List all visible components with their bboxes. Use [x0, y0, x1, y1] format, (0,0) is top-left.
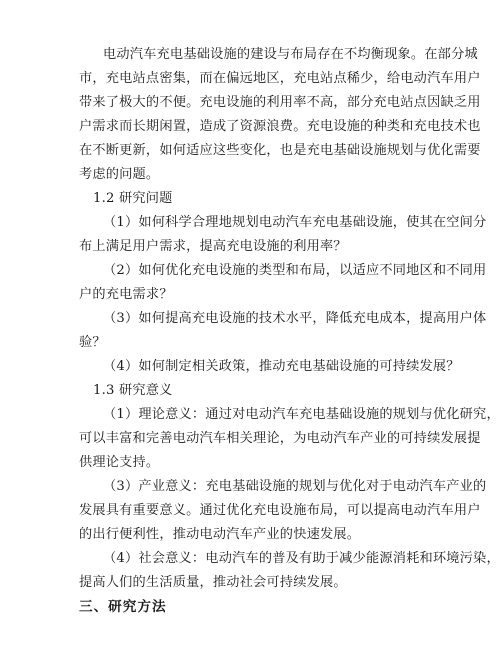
- item-line: 的出行便利性，推动电动汽车产业的快速发展。: [79, 527, 361, 542]
- paragraph-line: 市，充电站点密集，而在偏远地区，充电站点稀少，给电动汽车用户: [79, 71, 481, 86]
- question-line: （3）如何提高充电设施的技术水平，降低充电成本，提高用户体: [103, 311, 487, 326]
- item-line: 提高人们的生活质量，推动社会可持续发展。: [79, 575, 347, 590]
- item-line: （3）产业意义：充电基础设施的规划与优化对于电动汽车产业的: [103, 479, 487, 494]
- question-line: （2）如何优化充电设施的类型和布局，以适应不同地区和不同用: [103, 263, 487, 278]
- section-title: 1.3 研究意义: [93, 383, 173, 398]
- item-line: 发展具有重要意义。通过优化充电设施布局，可以提高电动汽车用户: [79, 503, 481, 518]
- paragraph-line: 带来了极大的不便。充电设施的利用率不高，部分充电站点因缺乏用: [79, 95, 481, 110]
- paragraph-line: 在不断更新，如何适应这些变化，也是充电基础设施规划与优化需要: [79, 143, 481, 158]
- section-heading: 三、研究方法: [79, 599, 167, 615]
- item-line: （1）理论意义：通过对电动汽车充电基础设施的规划与优化研究，: [103, 407, 500, 422]
- item-line: 供理论支持。: [79, 455, 160, 470]
- paragraph-line: 户需求而长期闲置，造成了资源浪费。充电设施的种类和充电技术也: [79, 119, 481, 134]
- item-line: 可以丰富和完善电动汽车相关理论，为电动汽车产业的可持续发展提: [79, 431, 481, 446]
- question-line: 户的充电需求？: [79, 287, 173, 302]
- question-line: （4）如何制定相关政策，推动充电基础设施的可持续发展？: [103, 359, 460, 374]
- section-title: 1.2 研究问题: [93, 191, 173, 206]
- item-line: （4）社会意义：电动汽车的普及有助于减少能源消耗和环境污染，: [103, 551, 500, 566]
- question-line: （1）如何科学合理地规划电动汽车充电基础设施，使其在空间分: [103, 215, 487, 230]
- question-line: 布上满足用户需求，提高充电设施的利用率？: [79, 239, 347, 254]
- paragraph-line: 考虑的问题。: [79, 167, 160, 182]
- paragraph-line: 电动汽车充电基础设施的建设与布局存在不均衡现象。在部分城: [103, 47, 478, 62]
- question-line: 验？: [79, 335, 106, 350]
